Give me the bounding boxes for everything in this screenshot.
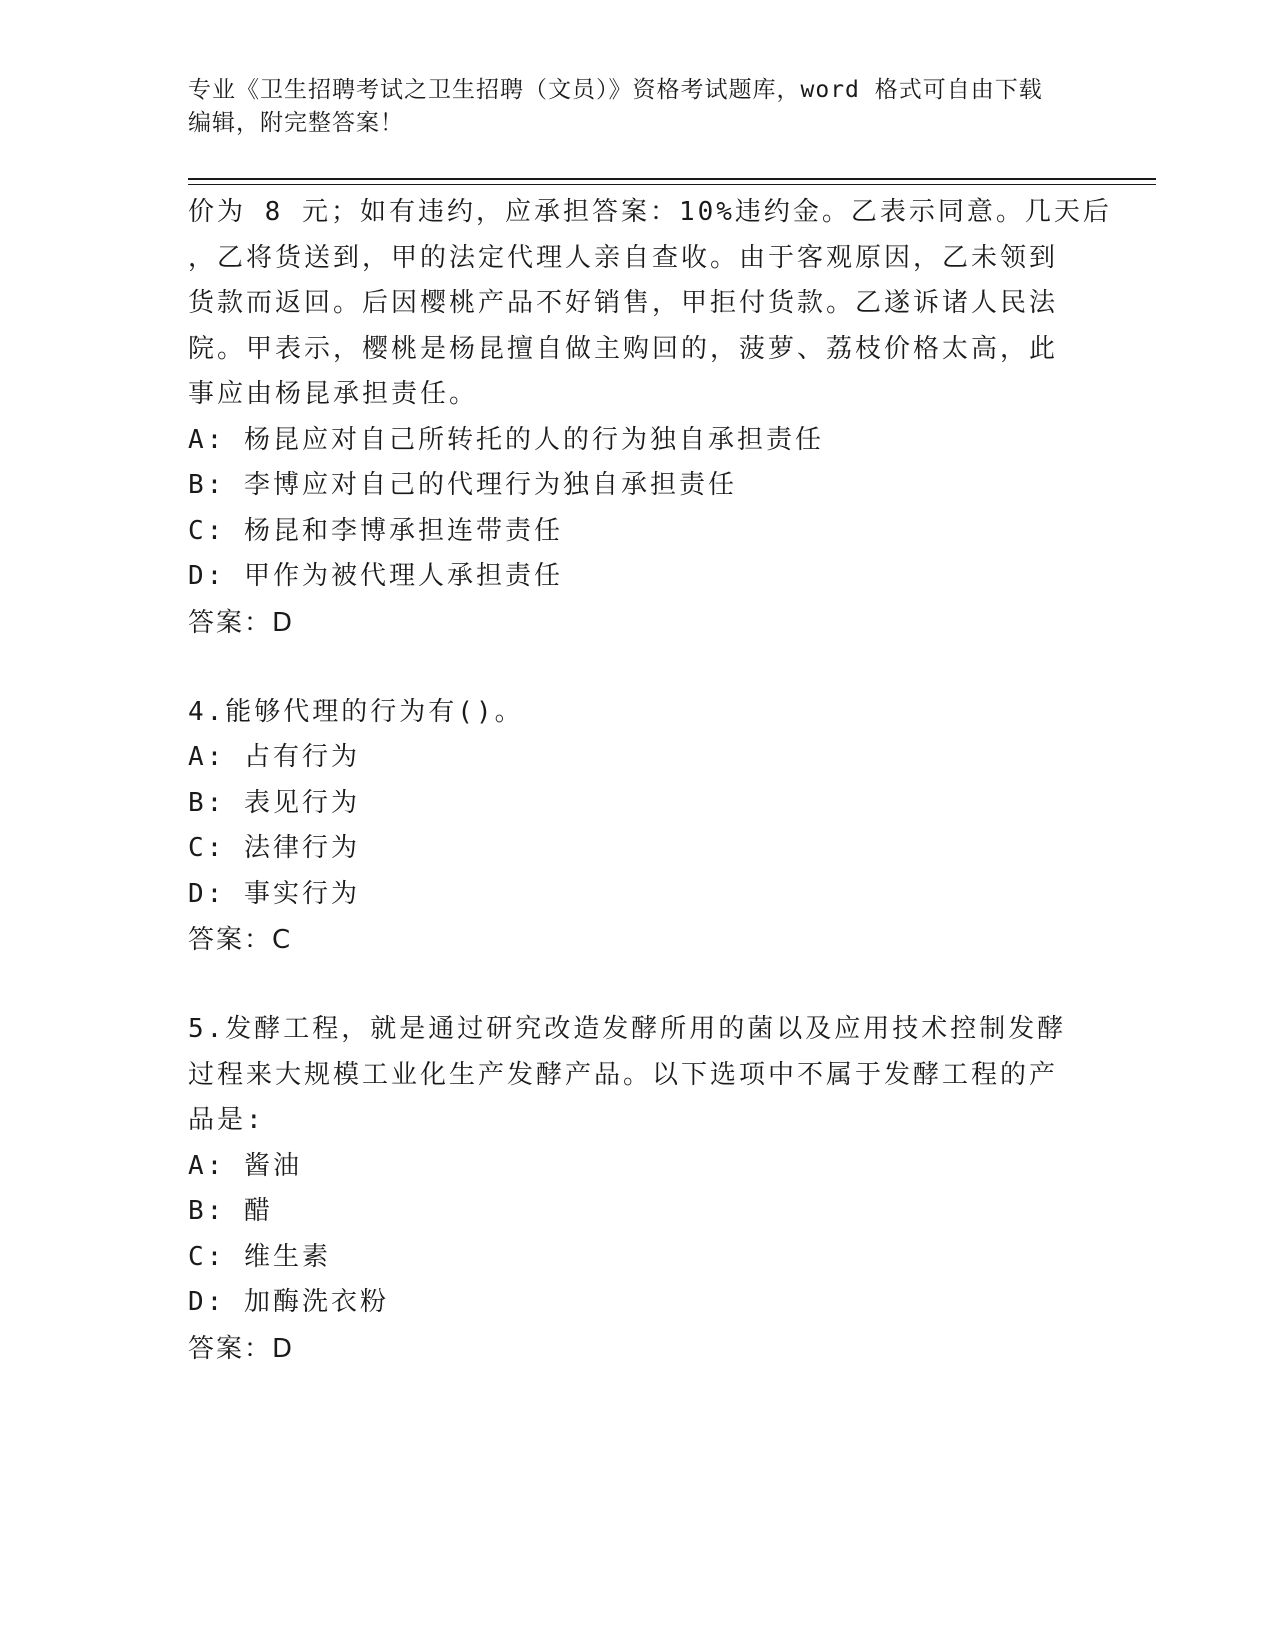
header-divider-thin: [188, 184, 1156, 185]
question-5-stem-line: 品是:: [188, 1105, 265, 1135]
question-3-answer: 答案：D: [188, 607, 295, 638]
question-3-stem-line: ，乙将货送到，甲的法定代理人亲自查收。由于客观原因，乙未领到: [188, 242, 1059, 273]
question-3-stem-line: 院。甲表示，樱桃是杨昆擅自做主购回的，菠萝、荔枝价格太高，此: [188, 333, 1059, 364]
question-4-option-c: C: 法律行为: [188, 833, 360, 863]
question-5-stem-line: 5.发酵工程，就是通过研究改造发酵所用的菌以及应用技术控制发酵: [188, 1014, 1067, 1044]
question-4-answer: 答案：C: [188, 925, 293, 955]
header-divider-thick: [188, 178, 1156, 180]
header-line-1: 专业《卫生招聘考试之卫生招聘（文员）》资格考试题库，word 格式可自由下载: [188, 77, 1043, 103]
question-5-option-b: B: 醋: [188, 1196, 273, 1226]
question-3-stem-line: 价为 8 元；如有违约，应承担答案：10%违约金。乙表示同意。几天后: [188, 197, 1112, 227]
question-3-option-c: C: 杨昆和李博承担连带责任: [188, 515, 563, 546]
question-3-option-a: A: 杨昆应对自己所转托的人的行为独自承担责任: [188, 424, 824, 455]
question-3-option-b: B: 李博应对自己的代理行为独自承担责任: [188, 470, 737, 500]
question-spacer: [188, 963, 1068, 1007]
question-3-stem-line: 货款而返回。后因樱桃产品不好销售，甲拒付货款。乙遂诉诸人民法: [188, 288, 1059, 318]
question-5-option-c: C: 维生素: [188, 1241, 331, 1272]
question-3: [188, 190, 1112, 646]
question-4: [188, 690, 1068, 964]
header-line-2: 编辑，附完整答案！: [188, 110, 404, 136]
question-spacer: [188, 646, 1068, 690]
question-4-option-a: A: 占有行为: [188, 742, 360, 772]
question-5: [188, 1007, 1068, 1372]
question-5-stem-line: 过程来大规模工业化生产发酵产品。以下选项中不属于发酵工程的产: [188, 1059, 1059, 1090]
question-3-stem-line: 事应由杨昆承担责任。: [188, 379, 479, 409]
question-4-option-b: B: 表见行为: [188, 787, 360, 818]
question-3-option-d: D: 甲作为被代理人承担责任: [188, 561, 563, 591]
question-5-option-d: D: 加酶洗衣粉: [188, 1287, 389, 1317]
question-content: [188, 190, 1112, 1372]
question-5-option-a: A: 酱油: [188, 1150, 302, 1181]
question-5-answer: 答案：D: [188, 1333, 295, 1364]
question-4-stem: 4.能够代理的行为有()。: [188, 696, 524, 727]
question-4-option-d: D: 事实行为: [188, 878, 360, 909]
document-header: [188, 74, 1068, 140]
